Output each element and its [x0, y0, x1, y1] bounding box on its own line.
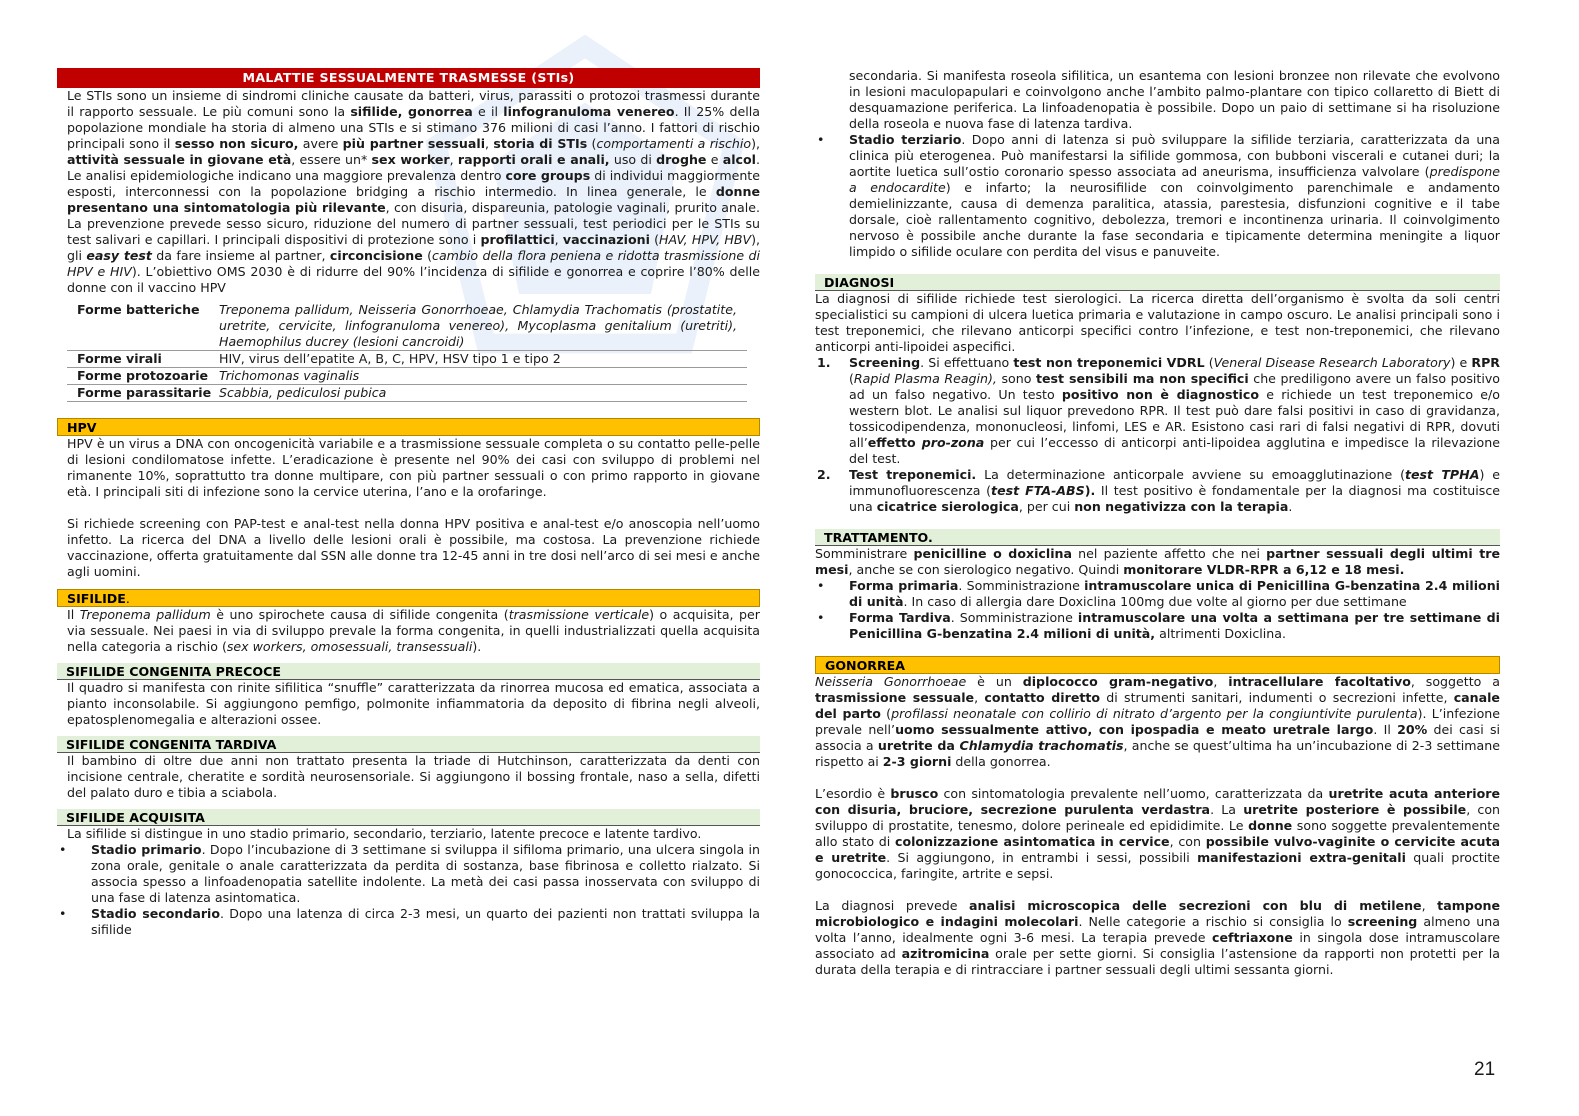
- sifilide-acquisita-stages-list: [57, 842, 760, 938]
- page-number: 21: [1474, 1059, 1496, 1080]
- hpv-paragraph-2: Si richiede screening con PAP-test e anal-test nella donna HPV positiva e anal-test e/o anoscopia nell’uomo infetto. La ricerca del DNA a livello delle lesioni orali è possibile, ma costosa. La prevenzione richiede vaccinazione, offerta gratuitamente dal SSN alle donne tra 12-45 anni in tre dosi nell’arco di sei mesi e anche agli uomini.: [67, 516, 760, 579]
- gonorrea-paragraph-2: L’esordio è brusco con sintomatologia prevalente nell’uomo, caratterizzata da uretrite acuta anteriore con disuria, bruciore, secrezione purulenta verdastra. La uretrite posteriore è possibile, con sviluppo di prostatite, tenesmo, dolore perineale ed epididimite. Le donne sono soggette prevalentemente allo stato di colonizzazione asintomatica in cervice, con possibile vulvo-vaginite o cervicite acuta e uretrite. Si aggiungono, in entrambi i sessi, possibili manifestazioni extra-genitali quali proctite gonococcica, faringite, artrite e sepsi.: [815, 786, 1501, 881]
- list-number: 1.: [817, 355, 831, 370]
- sifilide-paragraph: Il Treponema pallidum è uno spirochete causa di sifilide congenita (trasmissione verticale) o acquisita, per via sessuale. Nei paesi in via di sviluppo prevale la forma congenita, in quelli industrializzati quella acquisita nella categoria a rischio (sex workers, omosessuali, transessuali).: [67, 607, 760, 654]
- hpv-header: HPV: [57, 418, 760, 436]
- trattamento-header: TRATTAMENTO.: [815, 529, 1500, 546]
- stis-intro-paragraph: Le STIs sono un insieme di sindromi cliniche causate da batteri, virus, parassiti o protozoi trasmessi durante il rapporto sessuale. Le più comuni sono la sifilide, gonorrea e il linfogranuloma venereo. Il 25% della popolazione mondiale ha storia di almeno una STIs e si stimano 376 milioni di casi l’anno. I fattori di rischio principali sono il sesso non sicuro, avere più partner sessuali, storia di STIs (comportamenti a rischio), attività sessuale in giovane età, essere un* sex worker, rapporti orali e anali, uso di droghe e alcol. Le analisi epidemiologiche indicano una maggiore prevalenza dentro core groups di individui maggiormente esposti, interconnessi con la popolazione bridging a rischio intermedio. In linea generale, le donne presentano una sintomatologia più rilevante, con disuria, dispareunia, patologie vaginali, prurito anale. La prevenzione prevede sesso sicuro, riduzione del numero di partner sessuali, test periodici per le STIs su test salivari e capillari. I principali dispositivi di protezione sono i profilattici, vaccinazioni (HAV, HPV, HBV), gli easy test da fare insieme al partner, circoncisione (cambio della flora peniena e ridotta trasmissione di HPV e HIV). L’obiettivo OMS 2030 è di ridurre del 90% l’incidenza di sifilide e gonorrea e coprire l’80% delle donne con il vaccino HPV: [67, 88, 761, 295]
- list-item: • Stadio secondario. Dopo una latenza di circa 2-3 mesi, un quarto dei pazienti non trattati sviluppa la sifilide: [57, 906, 760, 938]
- form-agents: Scabbia, pediculosi pubica: [219, 385, 747, 402]
- sifilide-congenita-precoce-header: SIFILIDE CONGENITA PRECOCE: [57, 663, 760, 680]
- sifilide-acquisita-paragraph: La sifilide si distingue in uno stadio primario, secondario, terziario, latente precoce e latente tardivo.: [67, 826, 702, 841]
- left-column: [57, 68, 760, 938]
- gonorrea-paragraph-3: La diagnosi prevede analisi microscopica delle secrezioni con blu di metilene, tampone microbiologico e indagini molecolari. Nelle categorie a rischio si consiglia lo screening almeno una volta l’anno, idealmente ogni 3-6 mesi. La terapia prevede ceftriaxone in singola dose intramuscolare associato ad azitromicina orale per sette giorni. Si consiglia l’astensione da rapporti non protetti per la durata della terapia e di rintracciare i partner sessuali degli ultimi sessanta giorni.: [815, 898, 1501, 977]
- diagnosi-header: DIAGNOSI: [815, 274, 1500, 291]
- stadio-secondario-continued: secondaria. Si manifesta roseola sifilitica, un esantema con lesioni bronzee non rilevate che evolvono in lesioni maculopapulari e coinvolgono anche l’ambito palmo-plantare con tipico collaretto di Biett di desquamazione periferica. La linfoadenopatia è possibile. Dopo un paio di settimane si ha risoluzione della roseola e nuova fase di latenza tardiva.: [849, 68, 1500, 131]
- stadio-terziario-list: [815, 132, 1500, 260]
- hpv-paragraph-1: HPV è un virus a DNA con oncogenicità variabile e a trasmissione sessuale completa o su contatto pelle-pelle di lesioni condilomatose infette. L’eradicazione è presente nel 90% dei casi con sviluppo di problemi nel rimanente 10%, soprattutto tra donne multipare, con più partner sessuali o con primo rapporto in giovane età. I principali siti di infezione sono la cervice uterina, l’ano e la orofaringe.: [67, 436, 760, 499]
- trattamento-paragraph: Somministrare penicilline o doxiclina nel paziente affetto che nei partner sessuali degli ultimi tre mesi, anche se con sierologico negativo. Quindi monitorare VLDR-RPR a 6,12 e 18 mesi.: [815, 546, 1501, 577]
- form-agents: Trichomonas vaginalis: [219, 368, 747, 385]
- form-agents: Treponema pallidum, Neisseria Gonorrhoeae, Chlamydia Trachomatis (prostatite, uretrite, cervicite, linfogranuloma venereo), Mycoplasma genitalium (uretriti), Haemophilus ducrey (lesioni cancroidi): [219, 302, 747, 351]
- sifilide-acquisita-header: SIFILIDE ACQUISITA: [57, 809, 760, 826]
- sifilide-congenita-precoce-paragraph: Il quadro si manifesta con rinite sifilitica “snuffle” caratterizzata da rinorrea mucosa ed ematica, associata a pianto inconsolabile. Si aggiungono pemfigo, polmonite infiammatoria da deposito di fibrina negli alveoli, epatosplenomegalia e alterazioni ossee.: [67, 680, 760, 727]
- form-category: Forme batteriche: [67, 302, 219, 351]
- list-number: 2.: [817, 467, 831, 482]
- forms-table: [67, 302, 747, 402]
- sifilide-congenita-tardiva-header: SIFILIDE CONGENITA TARDIVA: [57, 736, 760, 753]
- list-item: [815, 467, 1500, 515]
- list-text: Screening. Si effettuano test non treponemici VDRL (Veneral Disease Research Laboratory) e RPR (Rapid Plasma Reagin), sono test sensibili ma non specifici che prediligono avere un falso positivo ad un falso negativo. Un testo positivo non è diagnostico e richiede un test treponemico e/o western blot. Le analisi sul liquor prevedono RPR. Il test può dare falsi positivi in caso di gravidanza, tossicodipendenza, mononucleosi, linfomi, LES e AR. Esistono casi rari di falsi negativi di RPR, dovuti all’effetto pro-zona per cui l’eccesso di anticorpi anti-lipoidea agglutina e impedisce la rilevazione del test.: [849, 355, 1500, 466]
- sifilide-congenita-tardiva-paragraph: Il bambino di oltre due anni non trattato presenta la triade di Hutchinson, caratterizzata da denti con incisione centrale, cheratite e sordità neurosensoriale. Si aggiungono il bossing frontale, naso a sella, difetti del palato duro e tibia a sciabola.: [67, 753, 760, 800]
- trattamento-list: [815, 578, 1500, 642]
- list-item: [815, 355, 1500, 467]
- list-text: Test treponemici. La determinazione anticorpale avviene su emoagglutinazione (test TPHA) e immunofluorescenza (test FTA-ABS). Il test positivo è fondamentale per la diagnosi ma costituisce una cicatrice sierologica, per cui non negativizza con la terapia.: [849, 467, 1500, 514]
- list-item: • Forma Tardiva. Somministrazione intramuscolare una volta a settimana per tre settimane di Penicillina G-benzatina 2.4 milioni di unità, altrimenti Doxiclina.: [815, 610, 1500, 642]
- sifilide-header: SIFILIDE.: [57, 589, 760, 607]
- list-item: • Forma primaria. Somministrazione intramuscolare unica di Penicillina G-benzatina 2.4 milioni di unità. In caso di allergia dare Doxiclina 100mg due volte al giorno per due settimane: [815, 578, 1500, 610]
- gonorrea-paragraph-1: Neisseria Gonorrhoeae è un diplococco gram-negativo, intracellulare facoltativo, soggetto a trasmissione sessuale, contatto diretto di strumenti sanitari, indumenti o secrezioni infette, canale del parto (profilassi neonatale con collirio di nitrato d’argento per la congiuntivite purulenta). L’infezione prevale nell’uomo sessualmente attivo, con ipospadia e meato uretrale largo. Il 20% dei casi si associa a uretrite da Chlamydia trachomatis, anche se quest’ultima ha un’incubazione di 2-3 settimane rispetto ai 2-3 giorni della gonorrea.: [815, 674, 1501, 769]
- table-row: [67, 351, 747, 368]
- form-agents: HIV, virus dell’epatite A, B, C, HPV, HSV tipo 1 e tipo 2: [219, 351, 747, 368]
- list-item: • Stadio primario. Dopo l’incubazione di 3 settimane si sviluppa il sifiloma primario, una ulcera singola in zona orale, genitale o anale caratterizzata da perdita di sostanza, base fibrinosa e colletto rialzato. Si associa spesso a linfoadenopatia satellite indolente. La metà dei casi passa inosservata con sviluppo di una fase di latenza asintomatica.: [57, 842, 760, 906]
- gonorrea-header: GONORREA: [815, 656, 1500, 674]
- diagnosi-paragraph: La diagnosi di sifilide richiede test sierologici. La ricerca diretta dell’organismo è svolta da soli centri specialistici su campioni di ulcera luetica primaria e valutazione in campo oscuro. Le analisi principali sono i test treponemici, che rilevano anticorpi specifici contro l’infezione, e test non-treponemici, che rilevano anticorpi anti-lipoidei aspecifici.: [815, 291, 1500, 354]
- main-title-header: MALATTIE SESSUALMENTE TRASMESSE (STIs): [57, 68, 760, 88]
- right-column: [815, 68, 1500, 978]
- table-row: [67, 368, 747, 385]
- table-row: [67, 385, 747, 402]
- form-category: Forme parassitarie: [67, 385, 219, 402]
- list-item: • Stadio terziario. Dopo anni di latenza si può sviluppare la sifilide terziaria, caratterizzata da una clinica più eterogenea. Può manifestarsi la sifilide gommosa, con bubboni viscerali e cutanei duri; la aortite luetica sull’ostio coronario spesso associata ad aneurisma, insufficienza valvolare (predispone a endocardite) e infarto; la neurosifilide con coinvolgimento parenchimale e andamento demielinizzante, causa di demenza paralitica, atassia, parestesia, disfunzioni cognitive e il tabe dorsale, cioè rallentamento cognitivo, debolezza, tremori e incontinenza urinaria. Il coinvolgimento nervoso è possibile anche durante la fase secondaria e tipicamente determina meningite a liquor limpido o sifilide oculare con perdita del visus e panuveite.: [815, 132, 1500, 260]
- form-category: Forme virali: [67, 351, 219, 368]
- form-category: Forme protozoarie: [67, 368, 219, 385]
- table-row: [67, 302, 747, 351]
- diagnosi-numbered-list: [815, 355, 1500, 515]
